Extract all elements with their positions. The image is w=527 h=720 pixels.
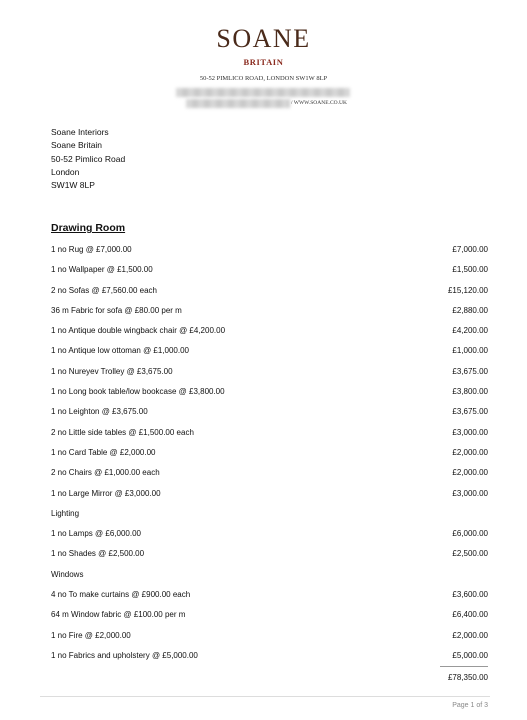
line-item — [51, 265, 488, 285]
item-amount: £3,675.00 — [452, 407, 488, 417]
letterhead-address: 50-52 PIMLICO ROAD, LONDON SW1W 8LP — [199, 75, 328, 82]
item-description: 1 no Fire @ £2,000.00 — [51, 630, 131, 640]
line-item — [51, 428, 488, 448]
redacted-contact — [176, 88, 350, 97]
brand-subtitle: BRITAIN — [243, 57, 284, 67]
item-amount: £4,200.00 — [452, 326, 488, 336]
item-description: 36 m Fabric for sofa @ £80.00 per m — [51, 305, 182, 315]
item-description: 1 no Card Table @ £2,000.00 — [51, 447, 156, 457]
item-amount: £15,120.00 — [447, 285, 488, 295]
recipient-address — [51, 126, 125, 192]
line-item — [51, 306, 488, 326]
subsection-title: Lighting — [51, 508, 80, 518]
line-item — [51, 245, 488, 265]
line-item — [51, 651, 488, 671]
line-item — [51, 387, 488, 407]
item-description: 2 no Sofas @ £7,560.00 each — [51, 285, 157, 295]
item-description: 1 no Shades @ £2,500.00 — [51, 549, 145, 559]
line-item — [51, 326, 488, 346]
item-amount: £1,500.00 — [452, 265, 488, 275]
redacted-contact — [186, 99, 290, 108]
section-heading: Drawing Room — [51, 222, 126, 234]
line-item — [51, 468, 488, 488]
section-total: £78,350.00 — [447, 673, 488, 682]
item-amount: £7,000.00 — [452, 245, 488, 254]
address-line: Soane Britain — [51, 140, 103, 151]
item-amount: £6,400.00 — [452, 610, 488, 620]
item-description: 1 no Antique double wingback chair @ £4,200.00 — [51, 326, 226, 336]
line-item — [51, 286, 488, 306]
line-item — [51, 407, 488, 427]
item-description: 1 no Large Mirror @ £3,000.00 — [51, 488, 161, 498]
item-description: 2 no Chairs @ £1,000.00 each — [51, 468, 160, 478]
address-line: 50-52 Pimlico Road — [51, 153, 126, 164]
item-description: 1 no Fabrics and upholstery @ £5,000.00 — [51, 650, 198, 660]
subsection-title: Windows — [51, 569, 84, 579]
item-amount: £3,000.00 — [452, 427, 488, 437]
subsection-label — [51, 509, 488, 529]
item-description: 1 no Rug @ £7,000.00 — [51, 245, 132, 254]
item-description: 64 m Window fabric @ £100.00 per m — [51, 610, 186, 620]
item-description: 1 no Long book table/low bookcase @ £3,800.00 — [51, 387, 225, 397]
item-amount: £2,500.00 — [452, 549, 488, 559]
item-amount: £2,000.00 — [452, 468, 488, 478]
line-item — [51, 346, 488, 366]
item-description: 1 no Nureyev Trolley @ £3,675.00 — [51, 366, 173, 376]
item-description: 1 no Lamps @ £6,000.00 — [51, 529, 141, 539]
item-amount: £3,800.00 — [452, 387, 488, 397]
address-line: SW1W 8LP — [51, 180, 95, 191]
line-item — [51, 549, 488, 569]
item-amount: £5,000.00 — [452, 650, 488, 660]
subsection-label — [51, 570, 488, 590]
line-items — [51, 245, 488, 671]
item-amount: £6,000.00 — [452, 529, 488, 539]
item-amount: £2,000.00 — [452, 630, 488, 640]
item-description: 2 no Little side tables @ £1,500.00 each — [51, 427, 194, 437]
brand-logo-text: SOANE — [216, 24, 311, 53]
letterhead-website: / WWW.SOANE.CO.UK — [291, 100, 347, 106]
item-amount: £3,000.00 — [452, 488, 488, 498]
item-description: 4 no To make curtains @ £900.00 each — [51, 590, 191, 600]
item-amount: £2,000.00 — [452, 447, 488, 457]
address-line: Soane Interiors — [51, 127, 109, 137]
line-item — [51, 590, 488, 610]
item-amount: £1,000.00 — [452, 346, 488, 356]
item-amount: £3,600.00 — [452, 590, 488, 600]
total-divider — [440, 666, 488, 667]
item-description: 1 no Leighton @ £3,675.00 — [51, 407, 148, 417]
address-line: London — [51, 166, 80, 177]
item-description: 1 no Wallpaper @ £1,500.00 — [51, 265, 153, 275]
line-item — [51, 448, 488, 468]
line-item — [51, 489, 488, 509]
line-item — [51, 610, 488, 630]
line-item — [51, 367, 488, 387]
item-amount: £2,880.00 — [452, 305, 488, 315]
item-description: 1 no Antique low ottoman @ £1,000.00 — [51, 346, 189, 356]
line-item — [51, 529, 488, 549]
page-number: Page 1 of 3 — [452, 702, 488, 709]
footer-divider — [40, 696, 490, 697]
line-item — [51, 631, 488, 651]
item-amount: £3,675.00 — [452, 366, 488, 376]
